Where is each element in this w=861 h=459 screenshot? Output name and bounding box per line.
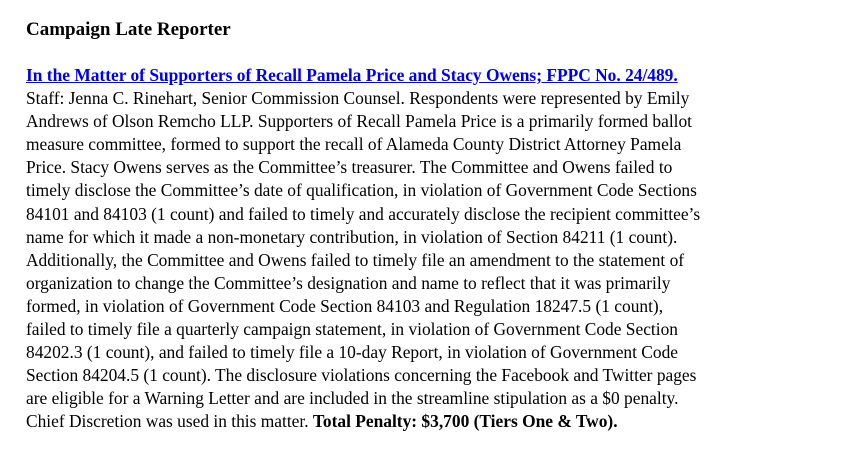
case-body-line: Section 84204.5 (1 count). The disclosure violations concerning the Facebook and Twitter pages bbox=[26, 365, 697, 386]
case-body-line: 84202.3 (1 count), and failed to timely file a 10-day Report, in violation of Government Code bbox=[26, 342, 678, 363]
section-heading: Campaign Late Reporter bbox=[26, 19, 231, 40]
case-body-line: organization to change the Committee’s designation and name to reflect that it was primarily bbox=[26, 272, 671, 293]
case-body-line: are eligible for a Warning Letter and are included in the streamline stipulation as a $0 penalty. bbox=[26, 388, 679, 409]
case-body-line: failed to timely file a quarterly campaign statement, in violation of Government Code Section bbox=[26, 319, 678, 340]
case-body-line: Andrews of Olson Remcho LLP. Supporters of Recall Pamela Price is a primarily formed ballot bbox=[26, 111, 693, 132]
case-body-line: Staff: Jenna C. Rinehart, Senior Commission Counsel. Respondents were represented by Emily bbox=[26, 88, 690, 109]
case-body-line: 84101 and 84103 (1 count) and failed to timely and accurately disclose the recipient committee’s bbox=[26, 203, 701, 224]
case-body-line: name for which it made a non-monetary contribution, in violation of Section 84211 (1 count). bbox=[26, 226, 678, 247]
case-final-line-text: Chief Discretion was used in this matter. bbox=[26, 411, 313, 432]
document-page bbox=[26, 18, 846, 434]
case-body-line: formed, in violation of Government Code Section 84103 and Regulation 18247.5 (1 count), bbox=[26, 295, 664, 316]
total-penalty: Total Penalty: $3,700 (Tiers One & Two). bbox=[312, 411, 618, 432]
case-summary bbox=[26, 64, 846, 434]
case-final-line bbox=[26, 410, 846, 433]
case-body-line: timely disclose the Committee’s date of qualification, in violation of Government Code Sections bbox=[26, 180, 697, 201]
case-body-line: Price. Stacy Owens serves as the Committee’s treasurer. The Committee and Owens failed to bbox=[26, 157, 673, 178]
case-body-line: measure committee, formed to support the recall of Alameda County District Attorney Pamela bbox=[26, 134, 682, 155]
case-body-line: Additionally, the Committee and Owens failed to timely file an amendment to the statement of bbox=[26, 249, 685, 270]
case-title-link[interactable]: In the Matter of Supporters of Recall Pamela Price and Stacy Owens; FPPC No. 24/489. bbox=[26, 65, 678, 85]
